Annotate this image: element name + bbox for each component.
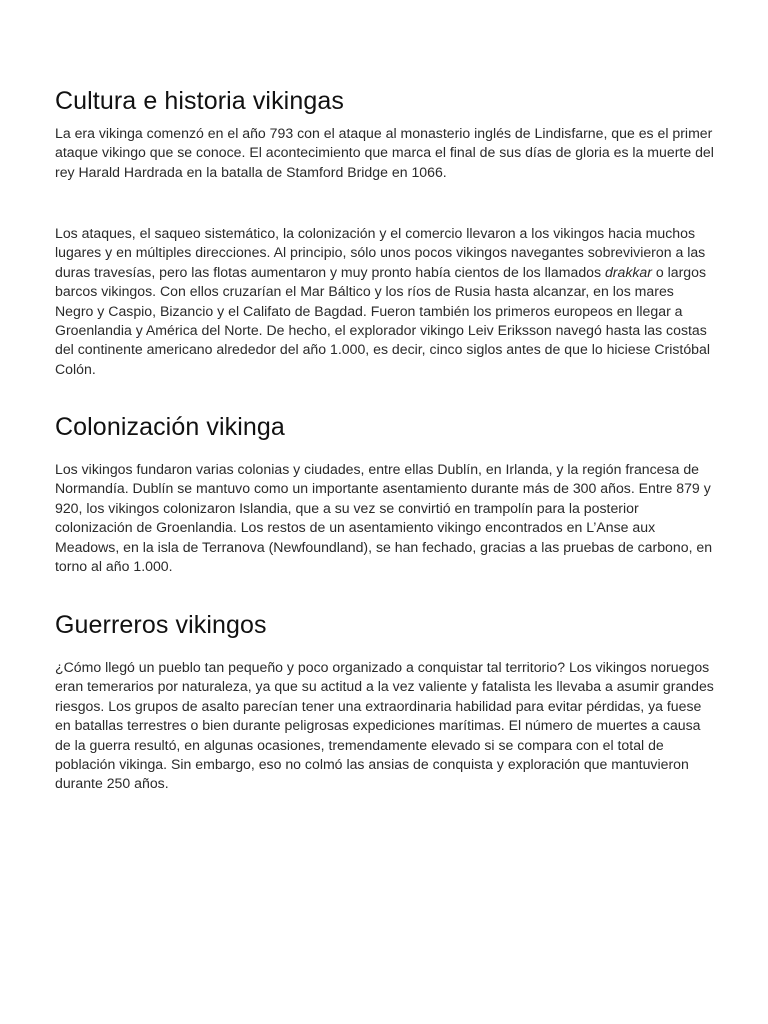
intro-paragraph-2-text-a: Los ataques, el saqueo sistemático, la colonización y el comercio llevaron a los vikingos hacia muchos lugares y en múltiples direcciones. Al principio, sólo unos pocos vikingos navegantes sobrevivieron a las duras travesías, pero las flotas aumentaron y muy pronto había cientos de los llamados [55, 225, 706, 280]
guerreros-paragraph: ¿Cómo llegó un pueblo tan pequeño y poco organizado a conquistar tal territorio? Los vikingos noruegos eran temerarios por naturaleza, ya que su actitud a la vez valiente y fatalista les llevaba a asumir grandes riesgos. Los grupos de asalto parecían tener una extraordinaria habilidad para evitar pérdidas, ya fuese en batallas terrestres o bien durante peligrosas expediciones marítimas. El número de muertes a causa de la guerra resultó, en algunas ocasiones, tremendamente elevado si se compara con el total de población vikinga. Sin embargo, eso no colmó las ansias de conquista y exploración que mantuvieron durante 250 años. [55, 659, 714, 792]
intro-paragraph-2-text-b: o largos barcos vikingos. Con ellos cruzarían el Mar Báltico y los ríos de Rusia hasta alcanzar, en los mares Negro y Caspio, Bizancio y el Califato de Bagdad. Fueron también los primeros europeos en llegar a Groenlandia y América del Norte. De hecho, el explorador vikingo Leiv Eriksson navegó hasta las costas del continente americano alrededor del año 1.000, es decir, cinco siglos antes de que lo hiciese Cristóbal Colón. [55, 263, 710, 377]
intro-paragraph-2 [55, 224, 715, 379]
colonizacion-paragraph: Los vikingos fundaron varias colonias y ciudades, entre ellas Dublín, en Irlanda, y la región francesa de Normandía. Dublín se mantuvo como un importante asentamiento durante más de 300 años. Entre 879 y 920, los vikingos colonizaron Islandia, que a su vez se convirtió en trampolín para la posterior colonización de Groenlandia. Los restos de un asentamiento vikingo encontrados en L’Anse aux Meadows, en la isla de Terranova (Newfoundland), se han fechado, gracias a las pruebas de carbono, en torno al año 1.000. [55, 461, 713, 575]
drakkar-term: drakkar [604, 263, 652, 280]
section-heading-guerreros: Guerreros vikingos [55, 611, 267, 639]
section-heading-colonizacion: Colonización vikinga [55, 413, 285, 441]
intro-paragraph-1: La era vikinga comenzó en el año 793 con el ataque al monasterio inglés de Lindisfarne, que es el primer ataque vikingo que se conoce. El acontecimiento que marca el final de sus días de gloria es la muerte del rey Harald Hardrada en la batalla de Stamford Bridge en 1066. [55, 125, 714, 180]
page-title: Cultura e historia vikingas [55, 87, 344, 115]
